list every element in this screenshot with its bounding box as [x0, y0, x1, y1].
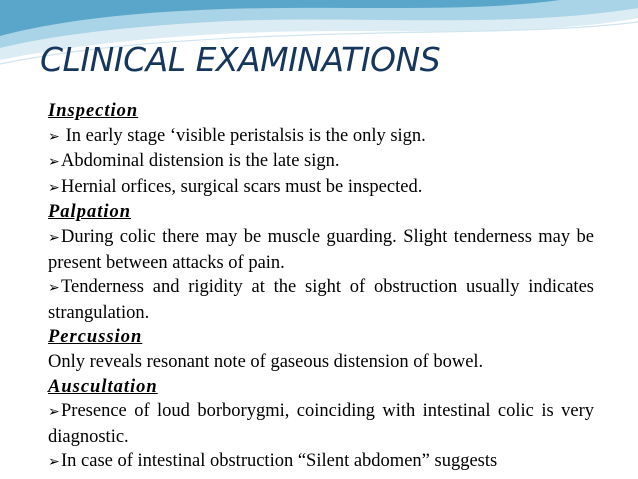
list-item	[48, 149, 594, 175]
arrow-bullet-icon: ➢	[48, 404, 60, 421]
slide-content	[48, 99, 594, 475]
list-item	[48, 275, 594, 325]
section-heading-inspection: Inspection	[48, 101, 139, 121]
bullet-text: In case of intestinal obstruction “Silent abdomen” suggests	[61, 451, 498, 472]
section-heading-auscultation: Auscultation	[48, 376, 158, 397]
arrow-bullet-icon: ➢	[48, 154, 60, 171]
bullet-text: In early stage ‘visible peristalsis is the only sign.	[61, 125, 426, 146]
section-heading-palpation: Palpation	[48, 202, 132, 223]
percussion-text: Only reveals resonant note of gaseous distension of bowel.	[48, 351, 484, 372]
bullet-text: During colic there may be muscle guarding. Slight tenderness may be present between attacks of pain.	[48, 226, 594, 273]
list-item	[48, 124, 594, 150]
list-item	[48, 175, 594, 201]
section-heading-percussion: Percussion	[48, 327, 143, 348]
arrow-bullet-icon: ➢	[48, 179, 60, 196]
arrow-bullet-icon: ➢	[48, 454, 60, 471]
arrow-bullet-icon: ➢	[48, 128, 60, 145]
bullet-text: Hernial orfices, surgical scars must be inspected.	[61, 176, 423, 197]
list-item	[48, 449, 594, 475]
list-item	[48, 399, 594, 449]
bullet-text: Abdominal distension is the late sign.	[61, 151, 340, 172]
arrow-bullet-icon: ➢	[48, 280, 60, 297]
list-item	[48, 225, 594, 275]
bullet-text: Tenderness and rigidity at the sight of obstruction usually indicates strangulation.	[48, 277, 594, 323]
arrow-bullet-icon: ➢	[48, 229, 60, 246]
slide-title: CLINICAL EXAMINATIONS	[40, 40, 441, 79]
bullet-text: Presence of loud borborygmi, coinciding with intestinal colic is very diagnostic.	[48, 401, 594, 447]
